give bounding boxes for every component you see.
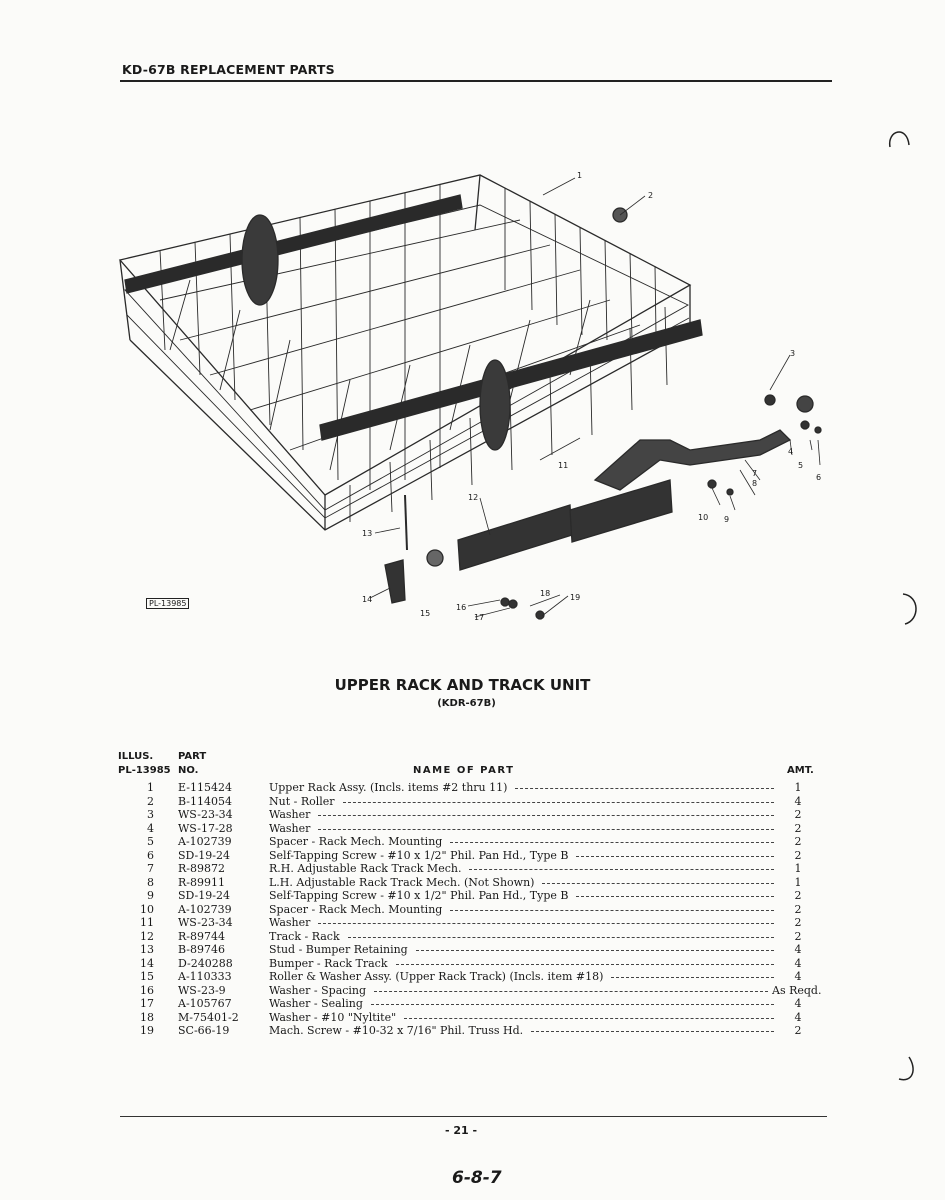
callout-18: 18: [540, 589, 551, 598]
table-row: [0, 997, 945, 1011]
part-name: Upper Rack Assy. (Incls. items #2 thru 11): [269, 781, 508, 794]
rack-exploded-diagram: [100, 150, 850, 650]
illus-number: 7: [147, 862, 154, 875]
illus-number: 2: [147, 794, 154, 808]
leader-line: [371, 1004, 774, 1005]
part-amount: 4: [794, 956, 802, 970]
part-name: Self-Tapping Screw - #10 x 1/2" Phil. Pan Hd., Type B: [269, 889, 569, 902]
header-rule: [120, 80, 832, 82]
part-number: A-105767: [178, 997, 232, 1010]
part-header: [178, 750, 206, 778]
illus-number: 4: [147, 821, 154, 835]
part-name: Spacer - Rack Mech. Mounting: [269, 902, 443, 916]
illus-number: 6: [147, 848, 154, 862]
part-number: R-89744: [178, 929, 225, 943]
part-number: SD-19-24: [178, 848, 230, 862]
table-row: [0, 889, 945, 903]
callout-19: 19: [570, 593, 581, 602]
part-amount: 4: [794, 943, 802, 956]
illus-number: 19: [140, 1024, 154, 1037]
table-row: [0, 795, 945, 809]
part-amount: As Reqd.: [772, 983, 822, 997]
part-name: Washer - #10 "Nyltite": [269, 1010, 397, 1024]
table-row: [0, 916, 945, 930]
punch-hole-top: [885, 125, 915, 155]
leader-line: [348, 937, 774, 938]
part-amount: 4: [794, 794, 802, 808]
illus-number: 5: [147, 835, 154, 848]
callout-1: 1: [577, 171, 583, 180]
illus-number: 11: [140, 916, 154, 929]
illus-header: [118, 750, 171, 778]
callout-4: 4: [788, 447, 794, 456]
leader-line: [542, 883, 774, 884]
leader-line: [576, 896, 774, 897]
leader-line: [396, 964, 774, 965]
illus-number: 8: [147, 875, 154, 889]
part-name: R.H. Adjustable Rack Track Mech.: [269, 862, 462, 875]
illus-number: 10: [140, 902, 154, 916]
part-amount: 2: [794, 889, 802, 902]
part-number: E-115424: [178, 781, 232, 794]
callout-5: 5: [798, 461, 804, 470]
leader-line: [318, 815, 774, 816]
table-row: [0, 822, 945, 836]
part-amount: 2: [794, 848, 802, 862]
illus-header-top: ILLUS.: [118, 751, 154, 762]
part-amount: 2: [794, 821, 802, 835]
part-name: Washer: [269, 916, 311, 929]
callout-16: 16: [456, 603, 467, 612]
leader-line: [318, 829, 774, 830]
part-amount: 2: [794, 929, 802, 943]
part-number: SD-19-24: [178, 889, 230, 902]
part-name: Nut - Roller: [269, 794, 335, 808]
stud: [405, 495, 407, 550]
table-row: [0, 930, 945, 944]
table-row: [0, 876, 945, 890]
part-number: A-102739: [178, 835, 232, 848]
part-amount: 4: [794, 970, 802, 983]
callout-13: 13: [362, 529, 373, 538]
illus-number: 1: [147, 781, 154, 794]
part-number: M-75401-2: [178, 1010, 239, 1024]
table-row: [0, 1011, 945, 1025]
illus-number: 17: [140, 997, 154, 1010]
page-header: KD-67B REPLACEMENT PARTS: [122, 62, 335, 77]
illus-number: 3: [147, 808, 154, 821]
section-title: UPPER RACK AND TRACK UNIT: [334, 676, 591, 694]
part-amount: 1: [794, 862, 802, 875]
part-name: L.H. Adjustable Rack Track Mech. (Not Shown): [269, 875, 535, 889]
track-mechanism: [595, 430, 790, 490]
part-number: B-114054: [178, 794, 232, 808]
callout-8: 8: [752, 479, 758, 488]
leader-line: [318, 923, 774, 924]
callout-12: 12: [468, 493, 479, 502]
part-amount: 1: [794, 875, 802, 889]
illus-number: 14: [140, 956, 154, 970]
part-number: R-89872: [178, 862, 225, 875]
table-row: [0, 1024, 945, 1038]
illus-number: 9: [147, 889, 154, 902]
part-number: WS-23-34: [178, 808, 233, 821]
illus-number: 13: [140, 943, 154, 956]
part-amount: 4: [794, 1010, 802, 1024]
figure-reference: PL-13985: [146, 598, 189, 609]
callout-10: 10: [698, 513, 709, 522]
illus-number: 12: [140, 929, 154, 943]
part-name: Bumper - Rack Track: [269, 956, 388, 970]
illus-header-bottom: PL-13985: [118, 765, 171, 776]
part-number: WS-23-9: [178, 983, 226, 997]
leader-line: [450, 910, 774, 911]
callout-14: 14: [362, 595, 373, 604]
part-name: Washer: [269, 821, 311, 835]
table-row: [0, 957, 945, 971]
part-name: Spacer - Rack Mech. Mounting: [269, 835, 443, 848]
part-header-top: PART: [178, 751, 207, 762]
part-amount: 4: [794, 997, 802, 1010]
table-row: [0, 808, 945, 822]
leader-line: [611, 977, 774, 978]
part-name: Self-Tapping Screw - #10 x 1/2" Phil. Pan Hd., Type B: [269, 848, 569, 862]
leader-line: [531, 1031, 774, 1032]
part-header-bottom: NO.: [178, 765, 199, 776]
part-number: WS-23-34: [178, 916, 233, 929]
part-number: WS-17-28: [178, 821, 233, 835]
table-row: [0, 862, 945, 876]
table-row: [0, 943, 945, 957]
illus-number: 18: [140, 1010, 154, 1024]
handwritten-note: 6-8-7: [452, 1168, 502, 1188]
table-row: [0, 781, 945, 795]
callout-17: 17: [474, 613, 485, 622]
illus-number: 15: [140, 970, 154, 983]
part-name: Mach. Screw - #10-32 x 7/16" Phil. Truss Hd.: [269, 1024, 524, 1037]
part-amount: 1: [794, 781, 802, 794]
leader-line: [469, 869, 774, 870]
leader-line: [515, 788, 774, 789]
table-row: [0, 970, 945, 984]
table-row: [0, 849, 945, 863]
table-row: [0, 835, 945, 849]
part-number: R-89911: [178, 875, 225, 889]
punch-hole-bottom: [895, 1055, 925, 1090]
callout-11: 11: [558, 461, 569, 470]
part-amount: 2: [794, 1024, 802, 1037]
part-name: Stud - Bumper Retaining: [269, 943, 408, 956]
section-subtitle: (KDR-67B): [437, 698, 496, 709]
part-name: Track - Rack: [269, 929, 340, 943]
part-name: Washer: [269, 808, 311, 821]
page-number: - 21 -: [445, 1124, 478, 1137]
callout-3: 3: [790, 349, 796, 358]
leader-line: [343, 802, 774, 803]
bumper: [385, 560, 405, 603]
callout-2: 2: [648, 191, 654, 200]
parts-table: [0, 781, 945, 1038]
callout-9: 9: [724, 515, 730, 524]
punch-hole-middle: [895, 590, 925, 630]
part-number: SC-66-19: [178, 1024, 230, 1037]
part-amount: 2: [794, 808, 802, 821]
part-amount: 2: [794, 902, 802, 916]
roller: [427, 550, 443, 566]
leader-line: [416, 950, 774, 951]
name-header: NAME OF PART: [413, 765, 515, 776]
leader-line: [374, 991, 768, 992]
leader-line: [576, 856, 774, 857]
callout-7: 7: [752, 469, 758, 478]
part-number: D-240288: [178, 956, 233, 970]
table-row: [0, 903, 945, 917]
part-number: A-102739: [178, 902, 232, 916]
leader-line: [404, 1018, 774, 1019]
part-amount: 2: [794, 835, 802, 848]
table-row: [0, 984, 945, 998]
part-name: Washer - Sealing: [269, 997, 363, 1010]
part-name: Roller & Washer Assy. (Upper Rack Track) (Incls. item #18): [269, 970, 604, 983]
part-number: A-110333: [178, 970, 232, 983]
part-amount: 2: [794, 916, 802, 929]
track-left: [458, 505, 572, 570]
callout-15: 15: [420, 609, 431, 618]
part-number: B-89746: [178, 943, 225, 956]
part-name: Washer - Spacing: [269, 983, 367, 997]
amt-header: AMT.: [787, 765, 814, 776]
footer-rule: [120, 1116, 827, 1117]
callout-6: 6: [816, 473, 822, 482]
leader-line: [450, 842, 774, 843]
illus-number: 16: [140, 983, 154, 997]
